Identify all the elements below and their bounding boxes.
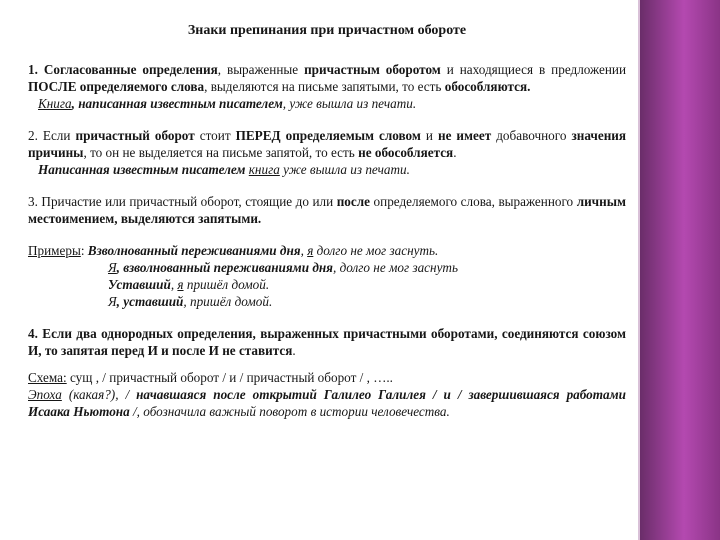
- page-title: Знаки препинания при причастном обороте: [187, 23, 467, 38]
- example-1-pronoun: я: [307, 243, 314, 258]
- example-1-rest: долго не мог заснуть.: [313, 243, 439, 258]
- rule-3-text-3: , выделяются запятыми.: [114, 211, 262, 226]
- rule-2-example-noun: книга: [248, 162, 280, 177]
- example-4-rest: , пришёл домой.: [183, 294, 273, 309]
- rule-2-text-3: добавочного: [491, 128, 572, 143]
- example-1-bold: Взволнованный переживаниями дня: [87, 243, 301, 258]
- examples-line-1: Примеры: Взволнованный переживаниями дня, я долго не мог заснуть.: [28, 243, 439, 258]
- examples-label: Примеры: [28, 243, 81, 258]
- example-2-bold: , взволнованный переживаниями дня: [116, 260, 333, 275]
- document-content: [28, 22, 626, 420]
- rule-1-example-rest: , уже вышла из печати.: [282, 96, 417, 111]
- rule-2-text-5: .: [453, 145, 457, 160]
- rule-2-text-4: , то он не выделяется на письме запятой, то есть: [83, 145, 359, 160]
- rule-2-bold-4: значения причины: [28, 128, 627, 160]
- rule-2-text-1: стоит: [194, 128, 236, 143]
- rule-2-text-2: и: [420, 128, 438, 143]
- scheme-example-bold: начавшаяся после открытий Галилео Галилея / и / завершившаяся работами Исаака Ньютона: [28, 387, 626, 419]
- rule-2-example-rest: уже вышла из печати.: [279, 162, 410, 177]
- scheme-example-rest: /, обозначила важный поворот в истории человечества.: [129, 404, 450, 419]
- rule-3: [28, 193, 626, 227]
- example-2-pronoun: Я: [108, 260, 117, 275]
- rule-1-text-1: , выраженные: [217, 62, 305, 77]
- rule-2-bold-1: причастный оборот: [75, 128, 195, 143]
- rule-1-bold-4: обособляются.: [444, 79, 531, 94]
- example-3-rest: пришёл домой.: [183, 277, 270, 292]
- rule-1-text-2: и находящиеся в предложении: [440, 62, 627, 77]
- rule-1-example-bold: , написанная известным писателем: [71, 96, 283, 111]
- rule-2-example: [28, 161, 626, 178]
- rule-1: [28, 61, 626, 95]
- example-4-bold: , уставший: [116, 294, 184, 309]
- rule-2-bold-2: ПЕРЕД определяемым словом: [235, 128, 421, 143]
- rule-2-number: 2. Если: [28, 128, 76, 143]
- example-3-bold: Уставший: [108, 277, 171, 292]
- examples-line-4: [28, 293, 626, 310]
- rule-2-bold-3: не имеет: [437, 128, 492, 143]
- scheme-text: сущ , / причастный оборот / и / причастный оборот / , …..: [66, 370, 393, 385]
- rule-1-bold-3: ПОСЛЕ определяемого слова: [28, 79, 205, 94]
- scheme-label: Схема:: [28, 370, 67, 385]
- rule-1-text-3: , выделяются на письме запятыми, то есть: [204, 79, 445, 94]
- examples-line-2: [28, 259, 626, 276]
- scheme: [28, 369, 626, 386]
- examples-line-3: Уставший, я пришёл домой.: [108, 277, 270, 292]
- rule-3-bold-1: после: [336, 194, 371, 209]
- decorative-side-panel: [640, 0, 720, 540]
- example-3-pronoun: я: [177, 277, 184, 292]
- rule-2-example-bold: Написанная известным писателем: [38, 162, 246, 177]
- rule-4: 4. Если два однородных определения, выраженных причастными оборотами, соединяются союзом И, то запятая перед И и после И не ставится.: [28, 326, 626, 358]
- rule-2: [28, 127, 626, 161]
- rule-1-bold-2: причастным оборотом: [304, 62, 441, 77]
- rule-4-bold: 4. Если два однородных определения, выраженных причастными оборотами, соединяются союзом И, то запятая перед И и после И не ставится: [28, 326, 626, 358]
- example-4-pronoun: Я: [108, 294, 117, 309]
- rule-3-text-2: определяемого слова, выраженного: [370, 194, 577, 209]
- rule-3-bold-2: личным местоимением: [28, 194, 626, 226]
- rule-1-example: [28, 95, 626, 112]
- rule-1-bold-1: Согласованные определения: [43, 62, 218, 77]
- example-2-rest: , долго не мог заснуть: [332, 260, 458, 275]
- scheme-example: Эпоха (какая?), / начавшаяся после открытий Галилео Галилея / и / завершившаяся работами Исаака Ньютона /, обозначила важный поворот в истории человечества.: [28, 387, 626, 419]
- rule-3-text-1: 3. Причастие или причастный оборот, стоящие до или: [28, 194, 337, 209]
- rule-2-bold-5: не обособляется: [358, 145, 454, 160]
- rule-1-number: 1.: [28, 62, 44, 77]
- scheme-example-noun: Эпоха: [28, 387, 62, 402]
- rule-1-example-noun: Книга: [38, 96, 72, 111]
